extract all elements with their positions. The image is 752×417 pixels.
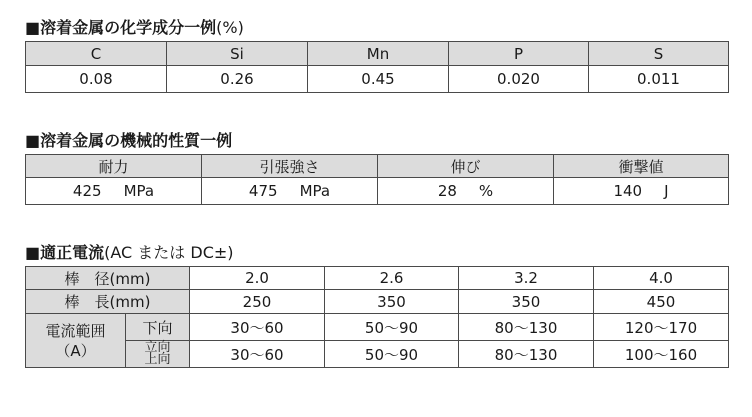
upward-value: 30〜60 [190,341,325,368]
downward-row [26,314,729,341]
value-proof-stress [26,178,202,205]
diameter-value: 2.0 [190,267,325,290]
upward-label [126,341,190,368]
length-row [26,290,729,314]
value-tensile-strength [202,178,378,205]
value-number: 475 [248,182,278,200]
upward-value: 50〜90 [325,341,459,368]
value-p: 0.020 [449,66,589,93]
upward-value: 80〜130 [459,341,594,368]
value-c: 0.08 [26,66,167,93]
header-si: Si [167,42,308,66]
value-elongation [378,178,554,205]
heading-marker: ■ [25,243,41,262]
diameter-value: 2.6 [325,267,459,290]
current-heading [25,242,728,264]
diameter-value: 4.0 [594,267,729,290]
length-label: 棒 長(mm) [26,290,190,314]
downward-value: 120〜170 [594,314,729,341]
upward-value: 100〜160 [594,341,729,368]
value-number: 425 [72,182,102,200]
composition-unit: (%) [216,18,244,37]
current-section [25,242,728,368]
composition-title: 溶着金属の化学成分一例 [40,18,217,37]
upward-row [26,341,729,368]
header-mn: Mn [308,42,449,66]
downward-value: 50〜90 [325,314,459,341]
value-impact-value [554,178,729,205]
header-elongation: 伸び [378,155,554,178]
header-p: P [449,42,589,66]
mechanical-header-row [26,155,729,178]
composition-heading [25,17,728,39]
header-s: S [589,42,729,66]
composition-table [25,41,729,93]
mechanical-heading [25,130,728,152]
value-si: 0.26 [167,66,308,93]
composition-value-row [26,66,729,93]
downward-label: 下向 [126,314,190,341]
current-table [25,266,729,368]
length-value: 450 [594,290,729,314]
mechanical-title: 溶着金属の機械的性質一例 [40,131,233,150]
current-range-label-line2: （A） [55,341,96,360]
current-title: 適正電流 [40,243,105,262]
current-unit: (AC または DC±) [104,243,234,262]
header-proof-stress: 耐力 [26,155,202,178]
downward-value: 30〜60 [190,314,325,341]
diameter-value: 3.2 [459,267,594,290]
length-value: 250 [190,290,325,314]
value-unit: J [664,182,669,200]
mechanical-section [25,130,728,205]
value-mn: 0.45 [308,66,449,93]
header-impact-value: 衝撃値 [554,155,729,178]
value-unit: MPa [299,182,331,200]
composition-section [25,17,728,93]
mechanical-table [25,154,729,205]
diameter-row [26,267,729,290]
header-tensile-strength: 引張強さ [202,155,378,178]
current-range-label-line1: 電流範囲 [45,321,106,340]
value-unit: % [478,182,494,200]
heading-marker: ■ [25,131,41,150]
composition-header-row [26,42,729,66]
heading-marker: ■ [25,18,41,37]
value-number: 28 [437,182,457,200]
upward-label-top: 立向 [144,339,171,355]
length-value: 350 [325,290,459,314]
upward-label-bottom: 上向 [144,351,171,367]
value-number: 140 [613,182,643,200]
value-s: 0.011 [589,66,729,93]
current-range-label [26,314,126,368]
value-unit: MPa [123,182,155,200]
diameter-label: 棒 径(mm) [26,267,190,290]
downward-value: 80〜130 [459,314,594,341]
header-c: C [26,42,167,66]
length-value: 350 [459,290,594,314]
mechanical-value-row [26,178,729,205]
